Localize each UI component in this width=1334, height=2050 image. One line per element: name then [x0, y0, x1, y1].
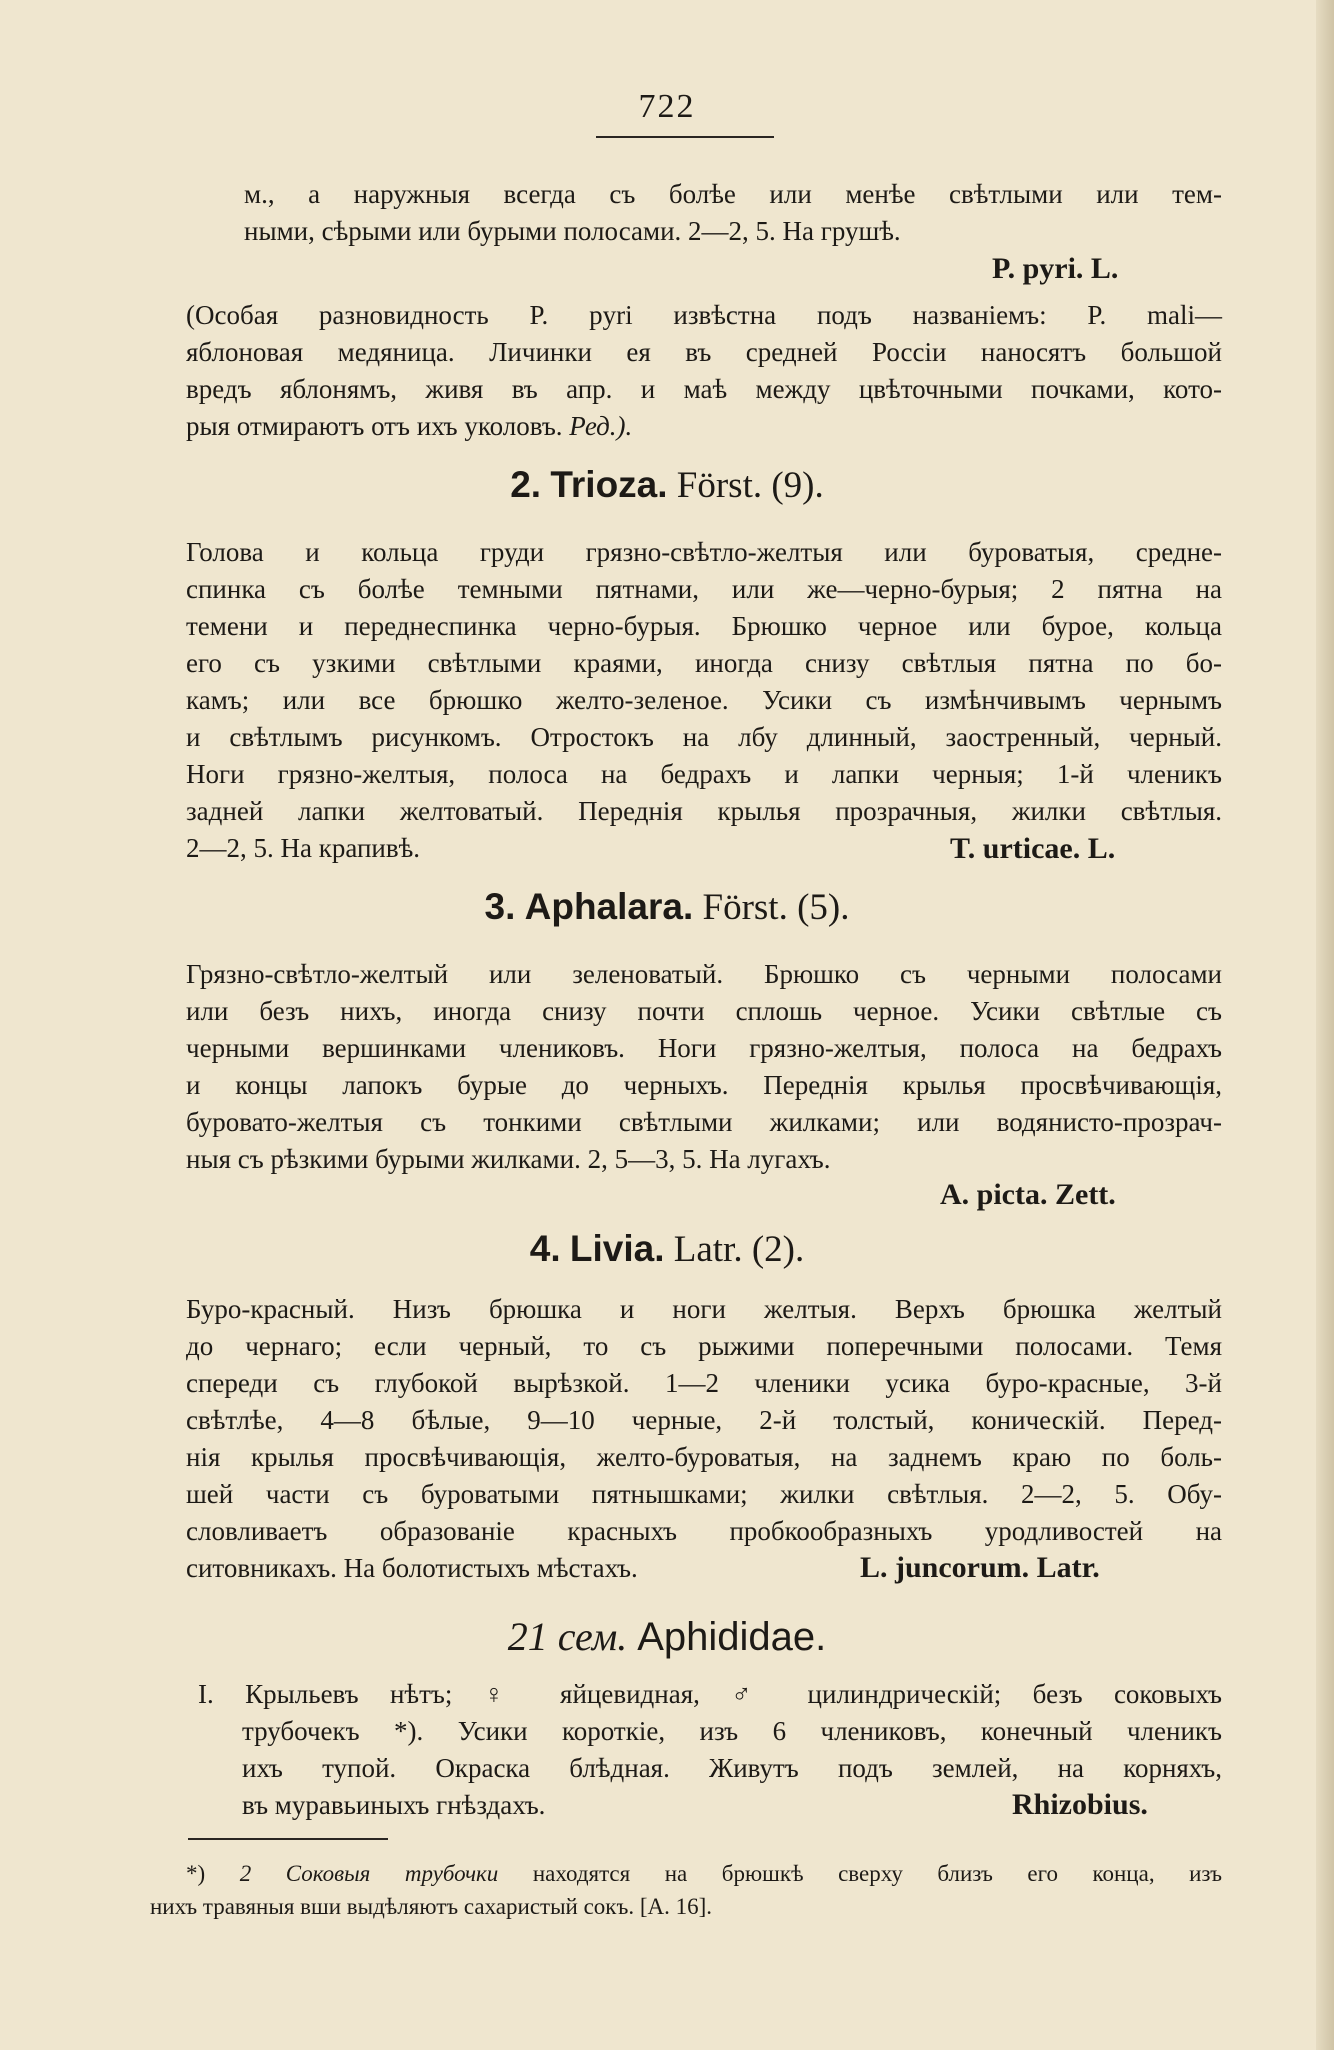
text-line: или безъ нихъ, иногда снизу почти сплошь черное. Усики свѣтлые съ — [186, 996, 1222, 1026]
text-line: Ноги грязно-желтыя, полоса на бедрахъ и лапки черныя; 1-й членикъ — [186, 759, 1222, 789]
species-name-a-picta: A. picta. Zett. — [940, 1178, 1116, 1211]
genus-heading-aphalara — [0, 886, 1334, 929]
text-line-start: рыя отмираютъ отъ ихъ уколовъ. — [186, 411, 563, 441]
text-line: м., а наружныя всегда съ болѣе или менѣе свѣтлыми или тем- — [244, 179, 1222, 209]
footnote-term: 2 Соковыя трубочки — [239, 1861, 499, 1886]
genus-number: 3. — [484, 886, 516, 927]
species-count: (2). — [751, 1229, 805, 1270]
page-number-rule — [596, 136, 774, 138]
text-line: (Особая разновидность P. pyri извѣстна подъ названіемъ: P. mali— — [186, 300, 1222, 330]
genus-number: 4. — [529, 1228, 561, 1269]
text-line: нія крылья просвѣчивающія, желто-буроватыя, на заднемъ краю по боль- — [186, 1442, 1222, 1472]
paragraph-trioza-description — [186, 534, 1222, 867]
genus-author: Latr. — [673, 1229, 743, 1270]
editor-note: Ред.). — [569, 411, 633, 441]
footnote-mark: *) — [186, 1861, 206, 1886]
page-edge — [1316, 0, 1334, 2050]
footnote-text: находятся на брюшкѣ сверху близъ его конца, изъ — [532, 1861, 1222, 1886]
footnote-line: нихъ травяныя вши выдѣляютъ сахаристый сокъ. [A. 16]. — [150, 1894, 713, 1919]
text-line: до чернаго; если черный, то съ рыжими поперечными полосами. Темя — [186, 1331, 1222, 1361]
species-name-t-urticae: T. urticae. L. — [950, 832, 1116, 865]
text-line: Голова и кольца груди грязно-свѣтло-желтыя или буроватыя, средне- — [186, 537, 1222, 567]
text-line: въ муравьиныхъ гнѣздахъ. — [242, 1790, 546, 1820]
text-line: ихъ тупой. Окраска блѣдная. Живутъ подъ землей, на корняхъ, — [242, 1753, 1222, 1783]
paragraph-psylla-pyri-end — [244, 176, 1222, 250]
footnote-line — [150, 1857, 1222, 1890]
genus-name-rhizobius: Rhizobius. — [1012, 1788, 1148, 1821]
species-name-p-pyri: P. pyri. L. — [992, 252, 1119, 285]
text-line — [186, 408, 1222, 445]
text-line: I. Крыльевъ нѣтъ; ♀ яйцевидная, ♂ цилиндрическій; безъ соковыхъ — [198, 1679, 1222, 1709]
footnote-rule — [188, 1838, 388, 1840]
species-name-l-juncorum: L. juncorum. Latr. — [860, 1551, 1100, 1584]
text-line: вредъ яблонямъ, живя въ апр. и маѣ между цвѣточными почками, кото- — [186, 374, 1222, 404]
genus-heading-livia — [0, 1228, 1334, 1271]
text-line: словливаетъ образованіе красныхъ пробкообразныхъ уродливостей на — [186, 1516, 1222, 1546]
genus-name: Aphalara. — [524, 886, 694, 927]
species-count: (5). — [797, 887, 850, 928]
text-line: темени и переднеспинка черно-бурыя. Брюшко черное или бурое, кольца — [186, 611, 1222, 641]
species-count: (9). — [771, 465, 824, 506]
text-line: ными, сѣрыми или бурыми полосами. 2—2, 5. На грушѣ. — [244, 216, 901, 246]
text-line: Буро-красный. Низъ брюшка и ноги желтыя. Верхъ брюшка желтый — [186, 1294, 1222, 1324]
family-name: Aphididae. — [637, 1615, 827, 1659]
text-line: спереди съ глубокой вырѣзкой. 1—2 членики усика буро-красные, 3-й — [186, 1368, 1222, 1398]
genus-name: Trioza. — [550, 464, 668, 505]
text-line: задней лапки желтоватый. Переднія крылья прозрачныя, жилки свѣтлыя. — [186, 796, 1222, 826]
paragraph-aphalara-description — [186, 956, 1222, 1178]
text-line: ситовникахъ. На болотистыхъ мѣстахъ. — [186, 1553, 638, 1583]
text-line: свѣтлѣе, 4—8 бѣлые, 9—10 черные, 2-й толстый, коническій. Перед- — [186, 1405, 1222, 1435]
genus-author: Först. — [676, 465, 763, 506]
family-number: 21 сем. — [507, 1614, 628, 1659]
family-heading-aphididae — [0, 1613, 1334, 1660]
text-line: камъ; или все брюшко желто-зеленое. Усики съ измѣнчивымъ чернымъ — [186, 685, 1222, 715]
text-line: трубочекъ *). Усики короткіе, изъ 6 члениковъ, конечный членикъ — [242, 1716, 1222, 1746]
text-line: яблоновая медяница. Личинки ея въ средней Россіи наносятъ большой — [186, 337, 1222, 367]
text-line: его съ узкими свѣтлыми краями, иногда снизу свѣтлыя пятна по бо- — [186, 648, 1222, 678]
genus-author: Först. — [702, 887, 788, 928]
footnote — [150, 1857, 1222, 1923]
text-line: буровато-желтыя съ тонкими свѣтлыми жилками; или водянисто-прозрач- — [186, 1107, 1222, 1137]
genus-heading-trioza — [0, 464, 1334, 507]
text-line: шей части съ буроватыми пятнышками; жилки свѣтлыя. 2—2, 5. Обу- — [186, 1479, 1222, 1509]
text-line: и свѣтлымъ рисункомъ. Отростокъ на лбу длинный, заостренный, черный. — [186, 722, 1222, 752]
paragraph-livia-description — [186, 1291, 1222, 1587]
text-line: 2—2, 5. На крапивѣ. — [186, 833, 421, 863]
genus-number: 2. — [510, 464, 542, 505]
paragraph-editor-note — [186, 297, 1222, 445]
page-number: 722 — [638, 88, 696, 125]
text-line: спинка съ болѣе темными пятнами, или же—черно-бурыя; 2 пятна на — [186, 574, 1222, 604]
text-line: черными вершинками члениковъ. Ноги грязно-желтыя, полоса на бедрахъ — [186, 1033, 1222, 1063]
text-line: и концы лапокъ бурые до черныхъ. Переднія крылья просвѣчивающія, — [186, 1070, 1222, 1100]
text-line: ныя съ рѣзкими бурыми жилками. 2, 5—3, 5. На лугахъ. — [186, 1144, 831, 1174]
text-line: Грязно-свѣтло-желтый или зеленоватый. Брюшко съ черными полосами — [186, 959, 1222, 989]
genus-name: Livia. — [569, 1228, 665, 1269]
